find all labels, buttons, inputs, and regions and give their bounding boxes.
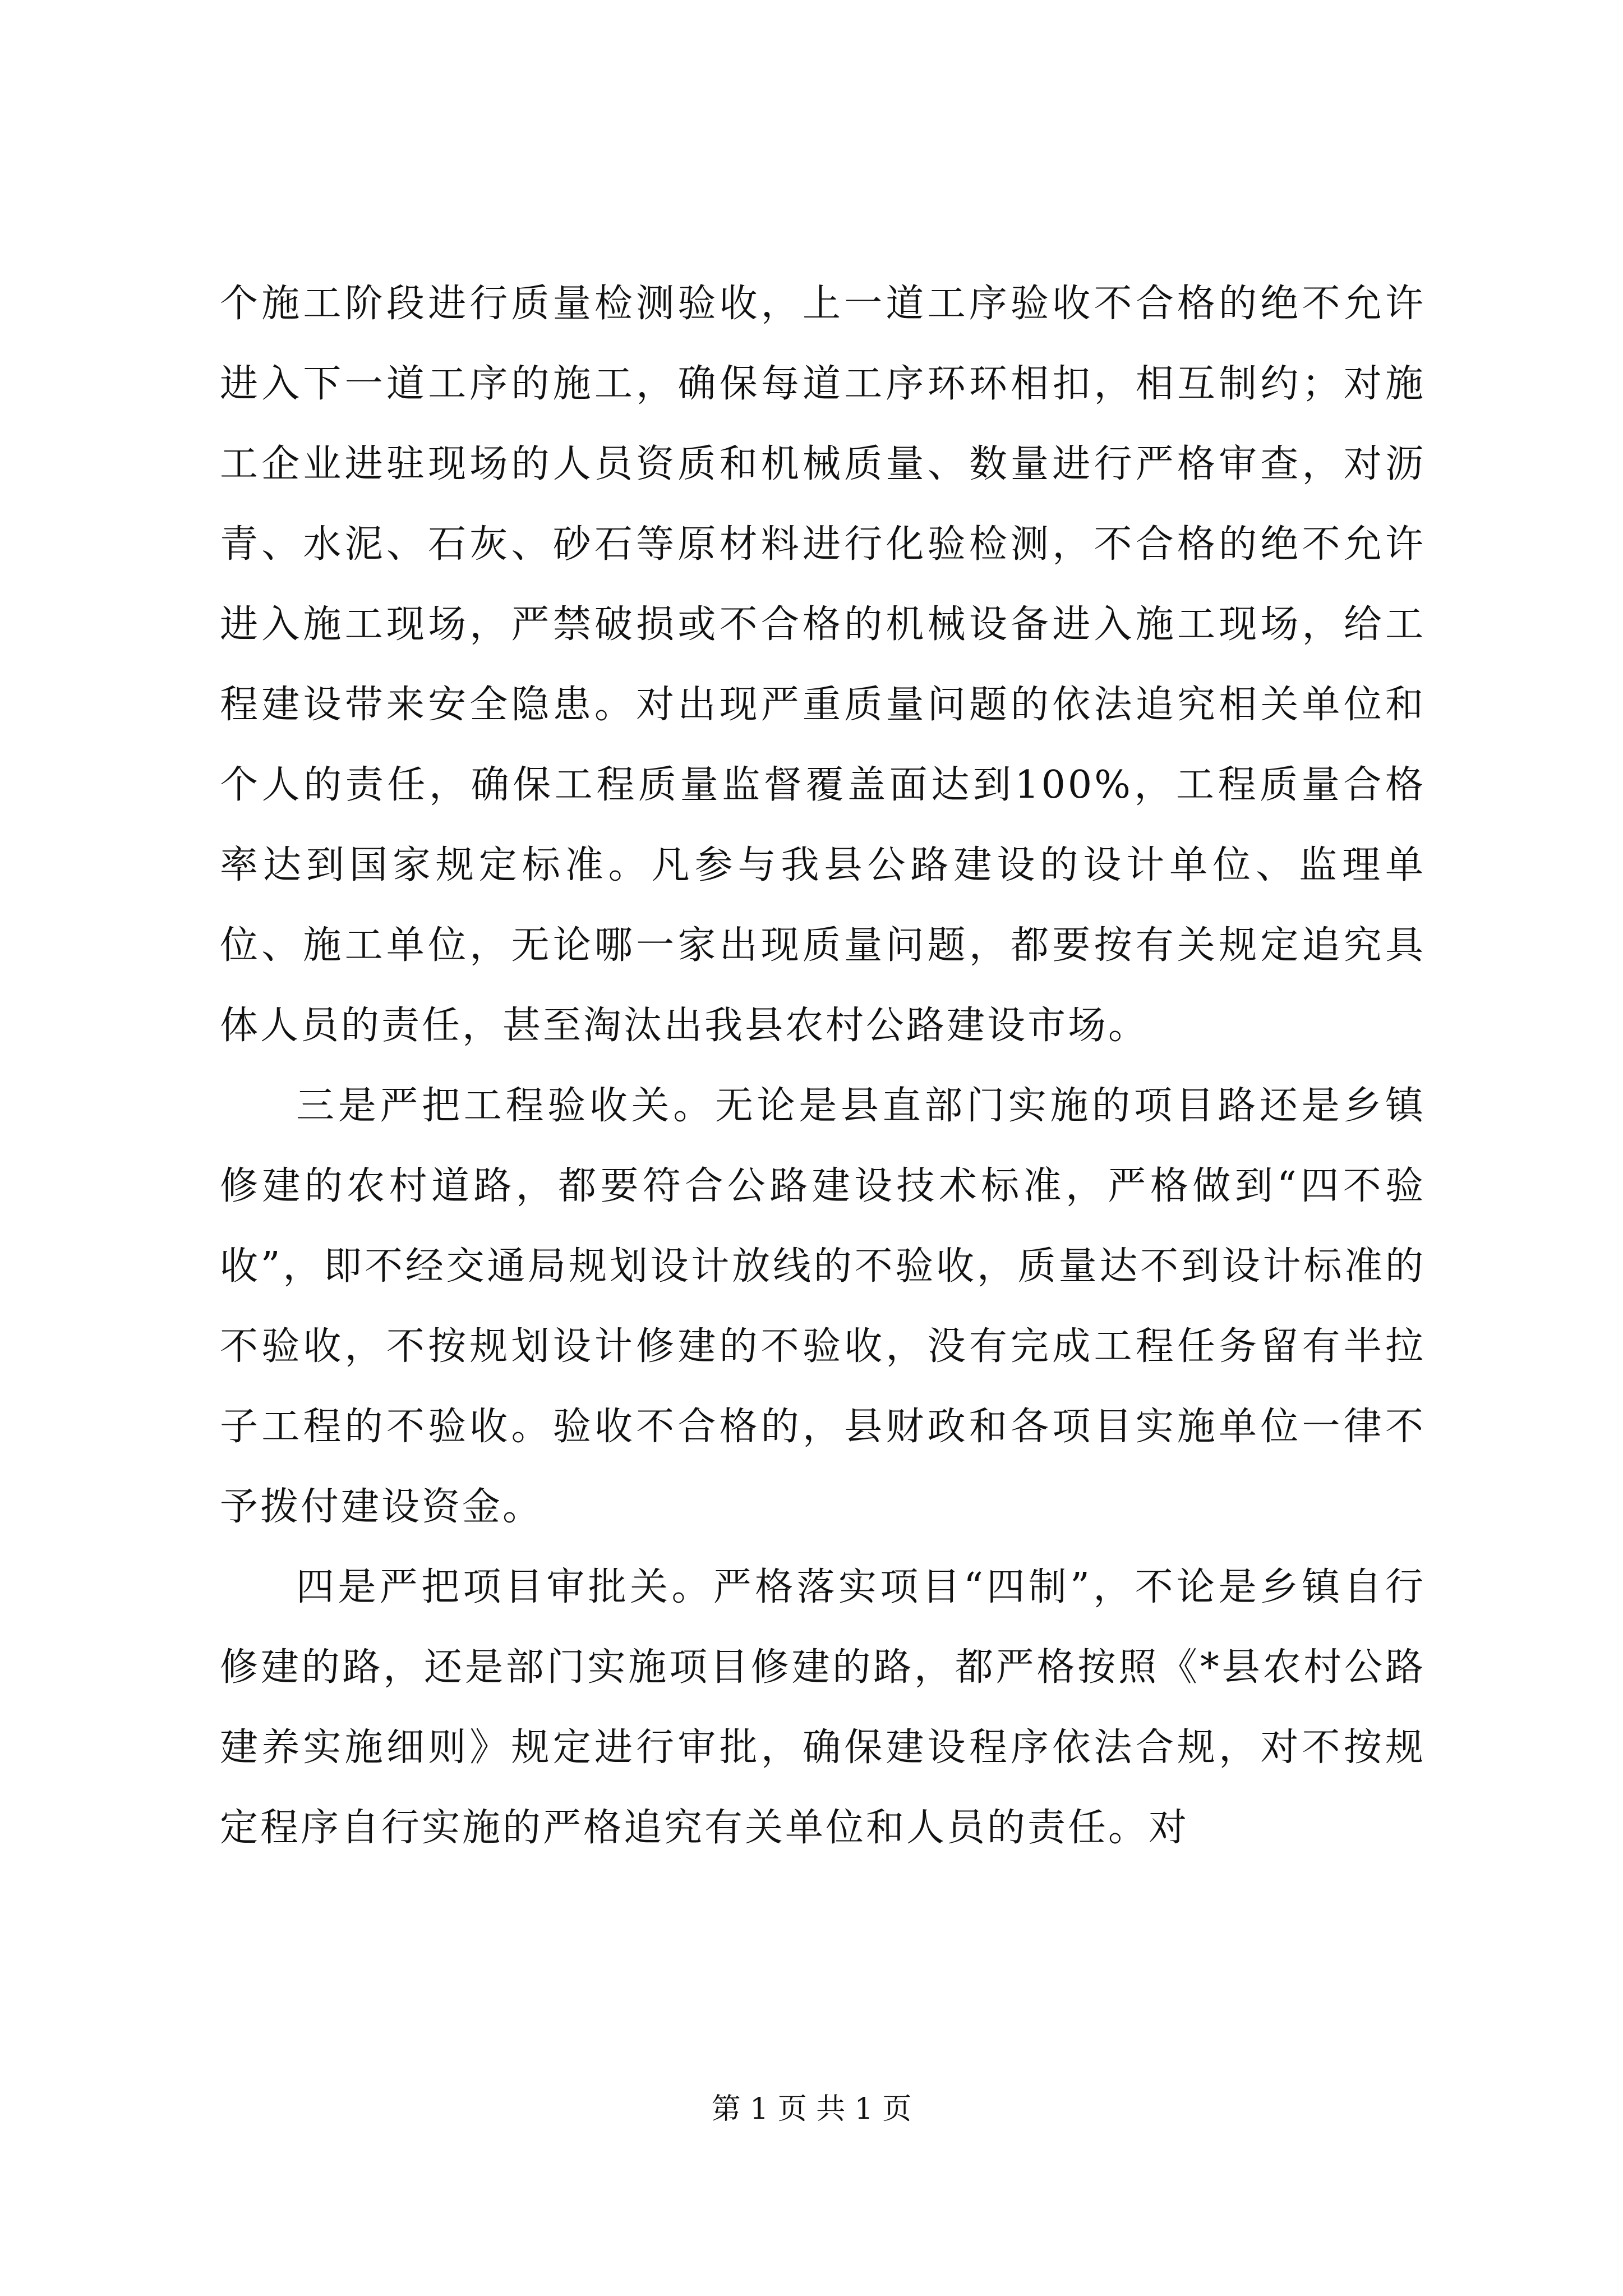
paragraph-project-approval: 四是严把项目审批关。严格落实项目“四制”，不论是乡镇自行修建的路，还是部门实施项目修建的路，都严格按照《*县农村公路建养实施细则》规定进行审批，确保建设程序依法合规，对不按规定程序自行实施的严格追究有关单位和人员的责任。对	[220, 1565, 1426, 1850]
paragraph-acceptance-check: 三是严把工程验收关。无论是县直部门实施的项目路还是乡镇修建的农村道路，都要符合公路建设技术标准，严格做到“四不验收”，即不经交通局规划设计放线的不验收，质量达不到设计标准的不验收，不按规划设计修建的不验收，没有完成工程任务留有半拉子工程的不验收。验收不合格的，县财政和各项目实施单位一律不予拨付建设资金。	[220, 1084, 1426, 1529]
page-number-footer: 第 1 页 共 1 页	[711, 2092, 912, 2126]
document-body	[220, 264, 1426, 1868]
paragraph-quality-inspection: 个施工阶段进行质量检测验收，上一道工序验收不合格的绝不允许进入下一道工序的施工，确保每道工序环环相扣，相互制约；对施工企业进驻现场的人员资质和机械质量、数量进行严格审查，对沥青、水泥、石灰、砂石等原材料进行化验检测，不合格的绝不允许进入施工现场，严禁破损或不合格的机械设备进入施工现场，给工程建设带来安全隐患。对出现严重质量问题的依法追究相关单位和个人的责任，确保工程质量监督覆盖面达到100%，工程质量合格率达到国家规定标准。凡参与我县公路建设的设计单位、监理单位、施工单位，无论哪一家出现质量问题，都要按有关规定追究具体人员的责任，甚至淘汰出我县农村公路建设市场。	[220, 282, 1426, 1048]
